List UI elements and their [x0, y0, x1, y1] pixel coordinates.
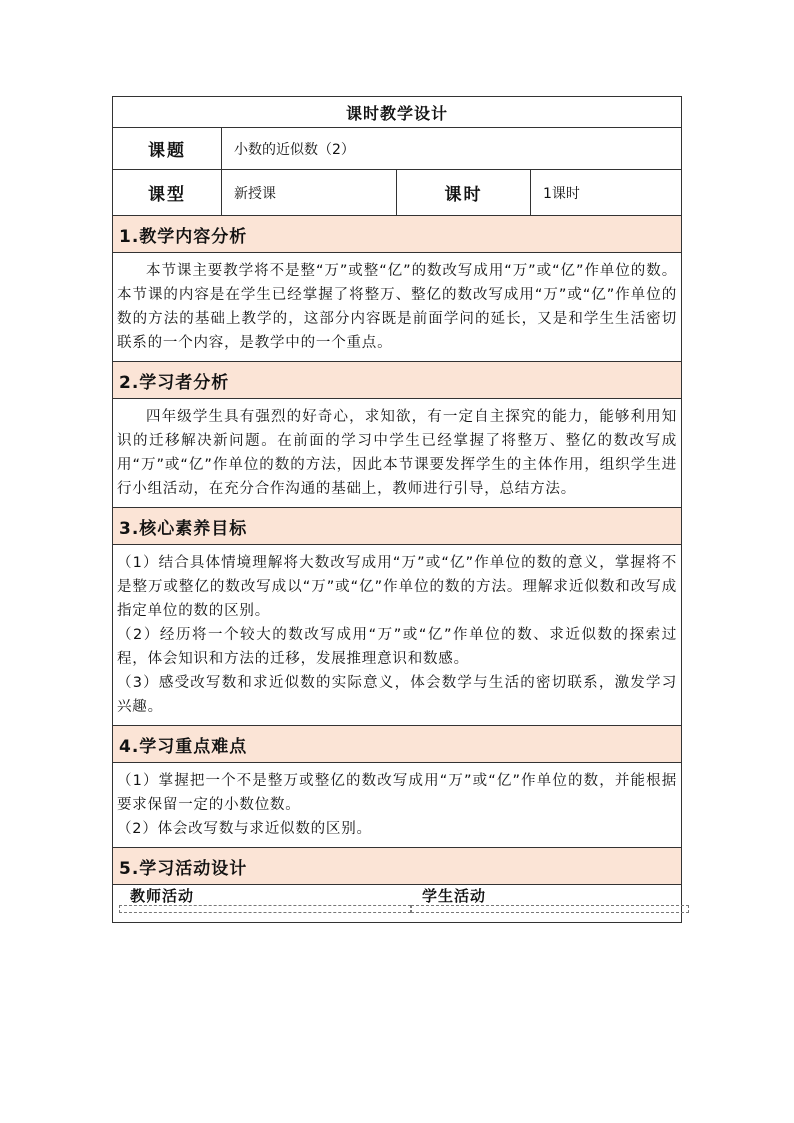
goal-item: （2）经历将一个较大的数改写成用“万”或“亿”作单位的数、求近似数的探索过程，体会知识和方法的迁移，发展推理意识和数感。: [117, 627, 678, 667]
section-body-core-goals: [113, 545, 682, 726]
section-heading-content-analysis: 1.教学内容分析: [113, 216, 682, 253]
goal-item: （1）结合具体情境理解将大数改写成用“万”或“亿”作单位的数的意义，掌握将不是整万或整亿的数改写成以“万”或“亿”作单位的数的方法。理解求近似数和改写成指定单位的数的区别。: [117, 555, 678, 619]
goal-item: （3）感受改写数和求近似数的实际意义，体会数学与生活的密切联系，激发学习兴趣。: [117, 675, 678, 715]
activity-header-row: [113, 885, 682, 923]
lesson-plan-document: [112, 96, 681, 923]
key-point-item: （1）掌握把一个不是整万或整亿的数改写成用“万”或“亿”作单位的数，并能根据要求保留一定的小数位数。: [117, 773, 678, 813]
section-body-content-analysis: [113, 253, 682, 362]
type-label: 课型: [113, 170, 222, 216]
topic-value: 小数的近似数（2）: [222, 128, 682, 170]
section-heading-learner-analysis: 2.学习者分析: [113, 362, 682, 399]
hours-label: 课时: [397, 170, 531, 216]
section-body-learner-analysis: [113, 399, 682, 508]
section-heading-core-goals: 3.核心素养目标: [113, 508, 682, 545]
student-activity-header: 学生活动: [411, 905, 689, 913]
lesson-plan-table: [112, 96, 682, 923]
section-heading-activity-design: 5.学习活动设计: [113, 848, 682, 885]
section-body-key-points: [113, 763, 682, 848]
hours-value: 1课时: [531, 170, 682, 216]
page-title: 课时教学设计: [113, 97, 682, 128]
topic-label: 课题: [113, 128, 222, 170]
key-point-item: （2）体会改写数与求近似数的区别。: [117, 821, 372, 837]
paragraph: 本节课主要教学将不是整“万”或整“亿”的数改写成用“万”或“亿”作单位的数。本节课的内容是在学生已经掌握了将整万、整亿的数改写成用“万”或“亿”作单位的数的方法的基础上教学的，这部分内容既是前面学问的延长，又是和学生生活密切联系的一个内容，是教学中的一个重点。: [117, 263, 678, 351]
type-value: 新授课: [222, 170, 397, 216]
paragraph: 四年级学生具有强烈的好奇心，求知欲，有一定自主探究的能力，能够利用知识的迁移解决新问题。在前面的学习中学生已经掌握了将整万、整亿的数改写成用“万”或“亿”作单位的数的方法，因此本节课要发挥学生的主体作用，组织学生进行小组活动，在充分合作沟通的基础上，教师进行引导，总结方法。: [117, 409, 678, 497]
section-heading-key-points: 4.学习重点难点: [113, 726, 682, 763]
teacher-activity-header: 教师活动: [119, 905, 411, 913]
